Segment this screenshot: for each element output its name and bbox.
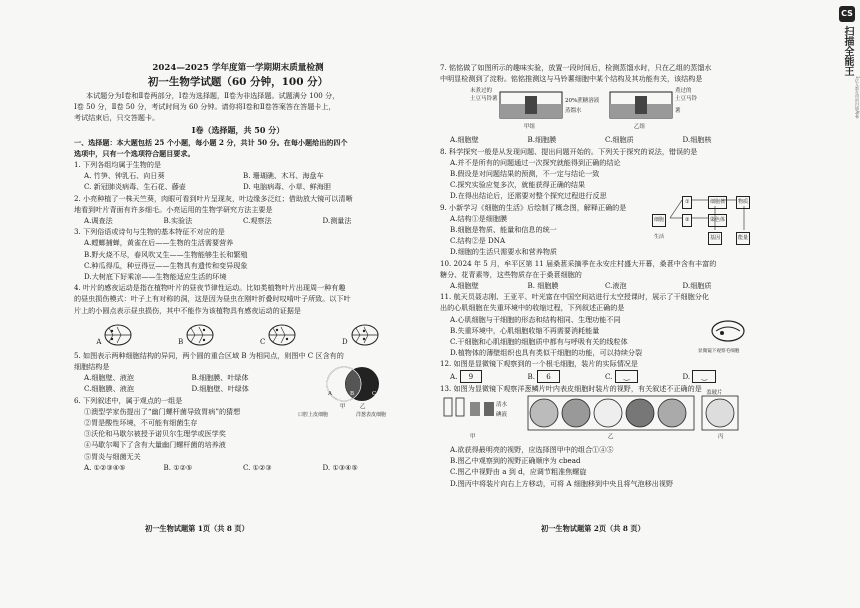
q4-leaf-a: A — [96, 322, 133, 348]
q12-option-a: A. 9 — [450, 370, 528, 383]
instruction-line: 一、选择题：本大题包括 25 个小题，每小题 2 分，共计 50 分。在每小题给出的四个 — [74, 137, 348, 147]
q7-option-a: A.细胞壁 — [450, 135, 479, 145]
concept-node: 细胞 — [652, 214, 666, 227]
q4-stem: 片上的小圆点表示昼虫损伤，其中不能作为该植物具有感夜运动的证据是 — [74, 305, 301, 315]
q5-stem: 5. 如图表示两种细胞结构的异同，两个圆的重合区域 B 为相同点，则图中 C 区含有的 — [74, 350, 344, 360]
q6-option-a: A. ①②③④⑤ — [84, 462, 126, 472]
concept-node: ② — [682, 214, 692, 227]
q7-options — [440, 134, 760, 145]
q7-stem: 7. 铭铭做了如图所示的趣味实验，放置一段时间后，检测蒸馏水时，只在乙组的蒸馏水 — [440, 63, 712, 72]
right-page — [440, 62, 760, 489]
q2-stem: 2. 小亮种植了一株天竺葵，肉眼可看到叶片呈现灰，叶边缘多泛红；借助放大镜可以清晰 — [74, 193, 353, 203]
q5-option-d: D.细胞壁、叶绿体 — [191, 384, 249, 394]
q1-stem: 1. 下列各组均属于生物的是 — [74, 160, 162, 170]
leaf-icon — [267, 322, 297, 348]
concept-node: 生活 — [654, 233, 665, 240]
concept-node: 染色体 — [708, 214, 727, 227]
intro-line: Ⅰ卷 50 分，Ⅱ卷 50 分，考试时间为 60 分钟。请你将Ⅰ卷和Ⅱ卷答案答在答题卡上， — [74, 102, 336, 112]
scanner-tagline: 3亿人都在用的扫描App — [855, 76, 860, 119]
q5-option-b: B.细胞膜、叶绿体 — [191, 373, 249, 383]
q9-option-c: C.结构②是 DNA — [450, 236, 506, 246]
fig-caption: 乙组 — [634, 124, 646, 131]
fig-label: 清水 — [496, 402, 508, 409]
q10-stem: 10. 2024 年 5 月，牟平区第 11 届桑葚采摘季在永安庄村盛大开幕，桑葚中含有丰富的 — [440, 258, 717, 268]
q13-option-c: C.图乙中视野由 a 到 d，应调节粗准焦螺旋 — [450, 467, 587, 477]
leaf-icon — [103, 322, 133, 348]
figure-caption: 显微镜下观察毛细胞 — [698, 349, 740, 355]
q12-option-d: D. ‿ — [683, 370, 761, 383]
fig-label: 20%蔗糖溶液 — [565, 98, 600, 105]
q13-option-b: B.图乙中观察到的视野正确顺序为 cbead — [450, 456, 581, 466]
exam-subtitle: 初一生物学试题（60 分钟，100 分） — [147, 76, 329, 88]
fig-label: 土豆马铃薯 — [675, 96, 698, 114]
q8-stem: 8. 科学探究一般是从发现问题、提出问题开始的。下列关于探究的说法，错误的是 — [440, 146, 698, 156]
q6-stem: 6. 下列叙述中，属于观点的一组是 — [74, 395, 183, 405]
fig-label: 蒸馏水 — [565, 108, 582, 115]
q1-option-b: B. 珊瑚礁、木耳、海盘车 — [243, 171, 324, 181]
venn-label-c: C — [372, 390, 377, 397]
concept-node: 能量 — [736, 232, 750, 245]
q9-stem: 9. 小新学习《细胞的生活》后绘制了概念图，解释正确的是 — [440, 202, 627, 212]
q3-option-a: A.螳螂捕蝉，黄雀在后——生物的生活需要营养 — [84, 238, 234, 248]
q2-option-c: C.观察法 — [243, 216, 272, 226]
q3-option-d: D.大树底下好乘凉——生物能适应生活的环境 — [84, 272, 227, 282]
q9-option-b: B.细胞是物质、能量和信息的统一 — [450, 225, 557, 235]
root-hair-option-icon: 9 — [460, 370, 483, 383]
q10-option-c: C.液泡 — [605, 281, 627, 291]
concept-node: 细胞核 — [708, 196, 727, 209]
venn-diagram — [298, 364, 404, 418]
q10-option-b: B. 细胞膜 — [527, 281, 559, 291]
q4-leaf-d: D — [342, 322, 380, 348]
intro-line: 本试题分为Ⅰ卷和Ⅱ卷两部分，Ⅰ卷为选择题，Ⅱ卷为非选择题。试题满分 100 分， — [86, 91, 340, 100]
q3-option-c: C.种瓜得瓜，种豆得豆——生物具有遗传和变异现象 — [84, 260, 248, 270]
q6-statement: ①澳型学家伤提出了“幽门螺杆菌导致胃病”的猜想 — [84, 406, 241, 416]
q2-option-d: D.测量法 — [322, 216, 352, 226]
fig-label: 甲 — [470, 434, 476, 441]
venn-caption: 乙 — [360, 403, 366, 410]
q4-stem: 的昼虫损伤模式：叶子上有对称的洞，这是因为昼虫在刚叶折叠时叹啃叶子所致。以下叶 — [74, 294, 351, 304]
root-hair-option-icon: ‿ — [692, 370, 716, 383]
venn-label-a: A — [328, 390, 332, 397]
leaf-icon — [185, 322, 215, 348]
concept-node: 基因 — [708, 232, 722, 245]
q11-option-a: A.心肌细胞与干细胞的形态和结构相同、生理功能不同 — [450, 314, 621, 324]
q7-figure — [470, 86, 700, 132]
q8-option-b: B.假设是对问题结果的预测，不一定与结论一致 — [450, 169, 600, 179]
q13-option-d: D.图丙中将装片向右上方移动，可将 A 细胞移到中央且将气泡移出视野 — [450, 478, 674, 488]
q2-option-b: B.实验法 — [163, 216, 193, 226]
q4-leaf-figures — [74, 318, 402, 348]
q12-options — [440, 370, 760, 383]
q13-figure — [440, 390, 740, 444]
q11-stem: 出的心肌细胞在失重环境中的收缩过程，下列叙述正确的是 — [440, 303, 625, 313]
q6-statement: ②胃是酸性环境，不可能有细菌生存 — [84, 418, 198, 428]
venn-label-b: B — [350, 390, 355, 397]
q12-option-b: B. 6 — [528, 370, 606, 383]
q10-option-a: A.细胞壁 — [450, 281, 479, 291]
q1-option-a: A. 竹笋、钟乳石、向日葵 — [84, 171, 165, 181]
microscope-field-icon — [440, 394, 740, 438]
q2-options — [74, 215, 402, 226]
q10-options — [440, 280, 760, 291]
q13-option-a: A.欲获得最明亮的视野，应选择图甲中的组合①④⑤ — [450, 445, 614, 455]
scanner-logo: CS — [839, 6, 855, 22]
fig-label: 碘液 — [496, 412, 508, 419]
root-hair-figure — [698, 319, 760, 353]
q7-option-b: B.细胞膜 — [527, 135, 557, 145]
q6-option-c: C. ①②③ — [243, 462, 272, 472]
page-footer: 初一生物试题第 2页（共 8 页） — [541, 524, 645, 533]
q11-option-d: D.植物体的薄壁组织也具有类似干细胞的功能，可以持续分裂 — [450, 348, 643, 358]
venn-caption: 甲 — [340, 403, 346, 410]
leaf-icon — [350, 322, 380, 348]
root-hair-option-icon: 6 — [537, 370, 560, 383]
q8-option-c: C.探究实验应复多次，就能获得正确的结果 — [450, 180, 586, 190]
q11-block — [440, 291, 760, 358]
q5-stem: 细胞结构是 — [74, 362, 110, 372]
q9-option-d: D.细胞的生活只需要水和营养物质 — [450, 247, 558, 257]
q6-statement: ⑤胃炎与细菌无关 — [84, 451, 141, 461]
scanner-name: 扫描全能王 — [842, 26, 853, 76]
fig-caption: 甲组 — [524, 124, 536, 131]
q12-stem: 12. 如图是显微镜下观察到的一个根毛细胞，装片的实际情况是 — [440, 359, 638, 369]
concept-node: 物质 — [736, 196, 750, 209]
left-page — [74, 62, 402, 473]
q6-statement: ④马歇尔喝下了含有大量幽门螺杆菌的培养液 — [84, 440, 226, 450]
concept-node: ① — [682, 196, 692, 209]
q1-option-c: C. 新冠肺炎病毒、生石花、藤壶 — [84, 182, 186, 192]
q1-options — [74, 181, 402, 192]
q2-stem: 地看到叶片背面有许多细毛。小亮运用的生物学研究方法主要是 — [74, 204, 273, 214]
q1-option-d: D. 电脑病毒、小草、鲜海胆 — [243, 182, 331, 192]
venn-icon — [304, 364, 404, 408]
q9-block — [440, 198, 760, 258]
q3-option-b: B.野火烧不尽，春风吹又生——生物能够生长和繁殖 — [84, 249, 248, 259]
q12-option-c: C. ‿ — [605, 370, 683, 383]
concept-map — [652, 188, 760, 250]
q7-option-d: D.细胞核 — [682, 135, 712, 145]
fig-label: 盖玻片 — [706, 390, 723, 397]
q5-option-c: C.细胞膜、液泡 — [84, 384, 134, 394]
root-hair-icon — [708, 319, 748, 343]
q9-option-a: A.结构①是细胞膜 — [450, 213, 508, 223]
q4-leaf-b: B — [178, 322, 215, 348]
page-footer: 初一生物试题第 1页（共 8 页） — [145, 524, 249, 533]
q10-option-d: D.细胞质 — [682, 281, 712, 291]
q11-option-b: B.失重环境中，心肌细胞收缩不再需要消耗能量 — [450, 325, 600, 335]
fig-label: 丙 — [718, 434, 724, 441]
part-heading: Ⅰ卷（选择题，共 50 分） — [191, 124, 285, 135]
q6-statement: ③沃伦和马歇尔被授予诺贝尔生理学或医学奖 — [84, 429, 226, 439]
q2-option-a: A.调查法 — [84, 216, 113, 226]
q11-stem: 11. 航天员聂志刚、王亚平、叶光富在中国空间站进行太空授课时，展示了干细胞分化 — [440, 292, 709, 302]
q4-stem: 4. 叶片的感夜运动是指在植物叶片的昼夜节律性运动。比如类植物叶片出现周一种有趣 — [74, 283, 346, 293]
exam-title: 2024—2025 学年度第一学期期末质量检测 — [152, 63, 324, 73]
q6-option-b: B. ①②⑤ — [163, 462, 193, 472]
venn-caption: 口腔上皮细胞 — [298, 411, 329, 418]
q7-stem: 中明显检测到了淀粉。铭铭推测这与马铃薯细胞中某个结构及其功能有关，该结构是 — [440, 74, 703, 84]
instruction-line: 选项中，只有一个选项符合题目要求。 — [74, 148, 195, 158]
q3-stem: 3. 下列俗语或诗句与生物的基本特征不对应的是 — [74, 227, 225, 237]
q10-stem: 糖分、花青素等，这些物质存在于桑葚细胞的 — [440, 269, 582, 279]
fig-label: 土豆马铃薯 — [470, 96, 498, 103]
q11-option-c: C.干细胞和心肌细胞的细胞质中都有与呼吸有关的线粒体 — [450, 337, 628, 347]
fig-label: 未煮过的 — [470, 88, 493, 95]
q8-option-d: D.在得出结论后，还需要对整个探究过程进行反思 — [450, 191, 607, 201]
q1-options — [74, 170, 402, 181]
q5-options — [74, 383, 299, 394]
fig-label: 煮过的 — [675, 88, 692, 95]
fig-label: 乙 — [608, 434, 614, 441]
q6-option-d: D. ①③④⑤ — [322, 462, 358, 472]
q7-option-c: C.细胞质 — [605, 135, 634, 145]
q4-leaf-c: C — [260, 322, 297, 348]
q5-option-a: A.细胞壁、液泡 — [84, 373, 134, 383]
intro-line: 考试结束后，只交答题卡。 — [74, 113, 160, 123]
root-hair-option-icon: ‿ — [615, 370, 639, 383]
q6-options — [74, 462, 402, 473]
q5-options — [74, 372, 299, 383]
venn-caption: 洋葱表皮细胞 — [356, 411, 387, 418]
q13-stem: 13. 如图为显微镜下观察洋葱鳞片叶内表皮细胞时装片的视野，有关叙述不正确的是 — [440, 383, 702, 393]
q8-option-a: A.并不是所有的问题通过一次探究就能得到正确的结论 — [450, 157, 621, 167]
